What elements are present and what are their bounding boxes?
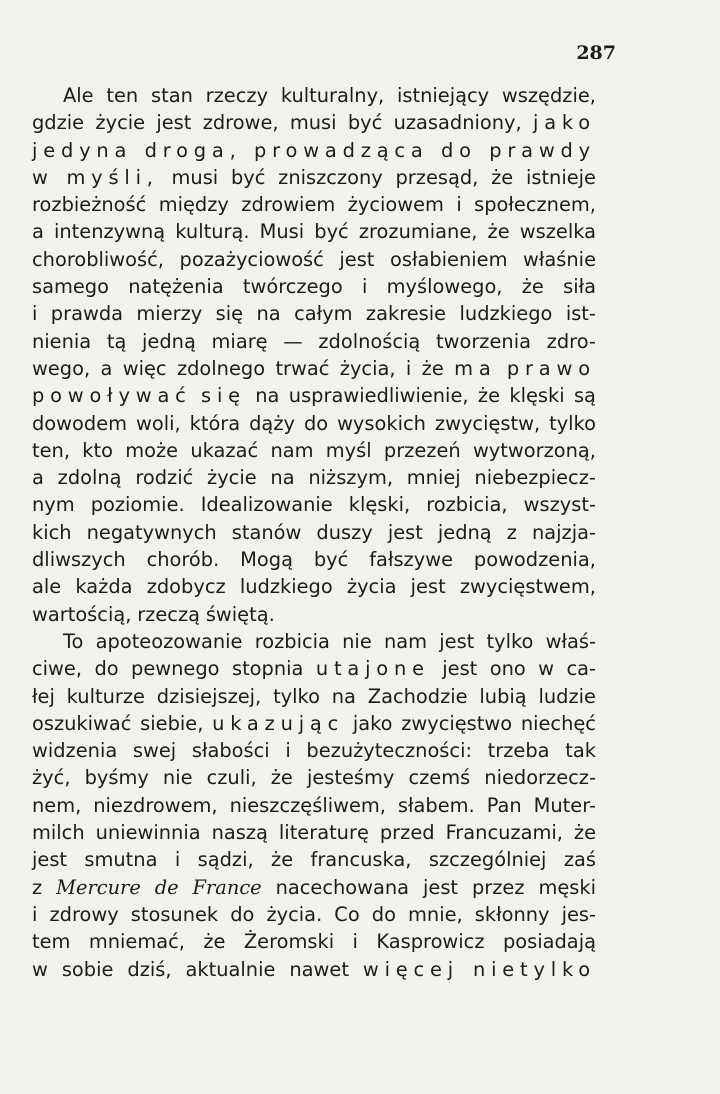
word: Idealizowanie [200,493,333,517]
word: ciwe, [32,657,83,681]
word: tem [32,930,71,954]
text-line [32,792,596,819]
word: być [314,220,349,244]
word: świętą. [205,602,275,626]
word: społecznem, [474,193,596,217]
text-line [32,683,596,710]
word: życie [207,466,257,490]
word: ten, [32,438,70,462]
word: zrozumiane, [358,220,478,244]
word: zakresie [365,302,447,326]
word: i [456,193,462,217]
word: na [255,384,280,408]
word: sądzi, [197,848,254,872]
word: łej [32,684,55,708]
word: dzisiejszej, [156,684,262,708]
spaced-word: prowadząca [254,138,429,162]
word: gdzie [32,111,85,135]
text-line [32,437,596,464]
word: mniemać, [88,930,185,954]
spaced-word: w [32,165,54,189]
word: trzeba [487,739,550,763]
word: i [361,275,368,299]
word: zdrowiem [241,193,336,217]
word: że [421,356,444,380]
word: nem, [32,793,82,817]
word: z [506,520,517,544]
word: rzeczą [137,602,201,626]
text-line [32,355,596,382]
word: że [270,766,293,790]
text-line [32,764,596,791]
italic-word: Mercure [56,875,141,899]
word: literaturę [278,821,369,845]
word: rzeczy [205,84,269,107]
word: ca- [566,657,596,681]
word: zdro- [546,329,596,353]
word: stan [150,84,193,107]
word: swej [132,739,177,763]
word: słabem. [397,793,475,817]
word: że [573,821,596,845]
word: jest [32,848,68,872]
word: — [283,329,303,353]
word: życie [95,111,146,135]
spaced-word: ukazując [212,711,345,735]
word: wytworzoną, [472,438,596,462]
word: widzenia [32,739,118,763]
word: że [521,275,544,299]
word: więc [122,356,167,380]
word: i [285,739,291,763]
spaced-word: prawdy [489,138,596,162]
word: jest [387,520,423,544]
word: właśnie [523,247,596,271]
text-line [32,273,596,300]
word: twórczego [242,275,343,299]
word: Mogą [240,548,293,572]
word: prawda [50,302,124,326]
text-line [32,710,596,737]
word: niebezpiecz- [474,466,596,490]
text-line [32,164,596,191]
word: tą [106,329,127,353]
word: właś- [545,629,596,653]
word: nym [32,493,75,517]
word: naszą [211,821,268,845]
word: zdrowe, [202,111,279,135]
word: rozbicia [254,629,330,653]
word: wysokich [337,411,426,435]
word: Co [334,902,360,926]
word: wego, [32,356,91,380]
text-line [32,601,596,628]
spaced-word: powoływać [32,384,192,408]
word: jes- [561,902,596,926]
word: ten [106,84,139,107]
word: jest [423,875,459,899]
spaced-word: prawo [506,356,596,380]
page-number: 287 [576,42,616,64]
word: najzja- [531,520,596,544]
word: klęski, [348,493,411,517]
word: dąży [249,411,295,435]
word: woli, [135,411,181,435]
word: która [189,411,241,435]
word: żyć, [32,766,71,790]
word: dziś, [127,957,172,981]
word: nie [342,629,372,653]
word: oszukiwać [32,711,132,735]
text-line [32,874,596,901]
text-line [32,328,596,355]
word: kulturalny, [280,84,385,107]
word: zdolną [57,466,122,490]
word: mierzy [136,302,203,326]
word: zaś [563,848,596,872]
word: na [256,302,281,326]
word: ukazać [190,438,259,462]
word: wszelka [519,220,596,244]
word: zwycięstwem, [459,575,596,599]
word: musi [171,165,219,189]
text-line [32,655,596,682]
word: jedną [437,520,492,544]
word: zdobycz [146,575,226,599]
spaced-word: się [201,384,246,408]
word: Francuzami, [445,821,563,845]
text-line [32,819,596,846]
word: siła [563,275,596,299]
word: duszy [316,520,373,544]
word: życia [346,575,397,599]
spaced-word: do [441,138,477,162]
word: z [32,875,43,899]
word: zwycięstwo [401,711,513,735]
text-line [32,246,596,273]
spaced-word: nietylko [472,957,596,981]
word: smutna [84,848,158,872]
text-line [32,410,596,437]
text-line [32,491,596,518]
word: poziomie. [90,493,185,517]
word: musi [289,111,337,135]
word: że [491,165,514,189]
word: że [487,220,510,244]
word: apoteozowanie [95,629,243,653]
word: życiowem [347,193,444,217]
word: osłabieniem [389,247,508,271]
word: Zachodzie [367,684,468,708]
text-line [32,928,596,955]
spaced-word: utajone [315,657,430,681]
word: każda [75,575,133,599]
spaced-word: myśli, [66,165,159,189]
word: życia. [266,902,323,926]
word: i [405,356,412,380]
word: jest [339,247,375,271]
word: i [32,902,38,926]
word: niezdrowem, [93,793,218,817]
word: ono [489,657,526,681]
word: chorób. [146,548,220,572]
word: jest [439,629,475,653]
word: pozażyciowość [179,247,324,271]
word: męski [538,875,596,899]
word: nie [162,766,193,790]
word: a [100,356,113,380]
word: Ale [63,84,94,107]
text-line [32,191,596,218]
word: milch [32,821,85,845]
word: niechęć [520,711,596,735]
word: jest [442,657,478,681]
text-line [32,218,596,245]
word: mniej [406,466,461,490]
word: czuli, [206,766,257,790]
word: na [270,466,295,490]
text-line [32,737,596,764]
word: i [32,302,38,326]
word: niższym, [308,466,394,490]
word: Musi [259,220,305,244]
word: przesąd, [395,165,479,189]
word: i [174,848,181,872]
word: tylko [273,684,320,708]
spaced-word: ma [454,356,497,380]
word: pewnego [131,657,220,681]
word: mnie, [408,902,463,926]
word: ludzie [538,684,596,708]
word: stosunek [130,902,219,926]
word: nacechowana [275,875,410,899]
word: klęski [509,384,565,408]
word: lubią [479,684,527,708]
word: rodzić [135,466,194,490]
word: a [32,220,44,244]
spaced-word: droga, [144,138,242,162]
word: kich [32,520,72,544]
word: rozbieżność [32,193,147,217]
text-line [32,573,596,600]
word: bezużyteczności: [306,739,472,763]
word: że [271,848,294,872]
word: jako [352,711,393,735]
word: jedną [142,329,196,353]
word: zdrowy [49,902,119,926]
word: chorobliwość, [32,247,164,271]
text-line [32,901,596,928]
word: wartością, [32,602,132,626]
text-line [32,628,596,655]
text-line [32,846,596,873]
word: natężenia [128,275,224,299]
text-line [32,109,596,136]
word: do [230,902,255,926]
word: nam [270,438,314,462]
word: uniewinnia [95,821,201,845]
word: Muter- [533,793,596,817]
word: ludzkiego [239,575,333,599]
text-line [32,382,596,409]
word: byśmy [84,766,149,790]
word: ist- [565,302,596,326]
word: nienia [32,329,92,353]
word: a [32,466,44,490]
word: samego [32,275,109,299]
word: tworzenia [436,329,531,353]
word: usprawiedliwienie, [288,384,469,408]
word: aktualnie [185,957,276,981]
word: rozbicia, [426,493,508,517]
word: dliwszych [32,548,126,572]
word: być [347,111,383,135]
italic-word: France [192,875,262,899]
word: myśl [325,438,372,462]
word: tylko [549,411,596,435]
word: całym [294,302,353,326]
spaced-word: jedyna [32,138,133,162]
word: posiadają [502,930,596,954]
text-line [32,464,596,491]
word: kto [82,438,113,462]
word: są [573,384,596,408]
word: wszędzie, [501,84,596,107]
word: stanów [231,520,302,544]
word: stopnia [231,657,304,681]
word: myślowego, [386,275,503,299]
italic-word: de [154,875,179,899]
spaced-word: jako [532,111,596,135]
word: przed [379,821,435,845]
word: przez [471,875,525,899]
word: jest [410,575,446,599]
word: że [477,384,500,408]
spaced-word: więcej [362,957,459,981]
word: Żeromski [243,930,335,954]
word: się [215,302,244,326]
text-line [32,300,596,327]
word: ludzkiego [459,302,553,326]
word: tak [565,739,596,763]
text-line [32,519,596,546]
word: do [303,411,329,435]
word: w [538,657,555,681]
word: że [203,930,226,954]
word: nawet [289,957,349,981]
text-line [32,137,596,164]
text-line [32,82,596,109]
word: fałszywe [369,548,453,572]
word: trwać [275,356,330,380]
word: istnieje [525,165,596,189]
word: zwycięstw, [434,411,541,435]
word: kulturą. [175,220,250,244]
word: nieszczęśliwem, [229,793,386,817]
word: jest [156,111,192,135]
word: zdolnego [176,356,266,380]
word: siebie, [140,711,204,735]
word: być [230,165,266,189]
text-line [32,546,596,573]
word: istniejący [397,84,490,107]
word: sobie [61,957,114,981]
word: życia, [339,356,396,380]
word: zdolnością [318,329,421,353]
word: jesteśmy [306,766,395,790]
word: powodzenia, [473,548,596,572]
body-text [32,82,596,983]
word: wszyst- [523,493,596,517]
word: może [125,438,179,462]
word: i [352,930,358,954]
word: w [32,957,48,981]
word: uzasadniony, [393,111,522,135]
word: Pan [486,793,522,817]
word: do [371,902,396,926]
word: skłonny [474,902,550,926]
text-line [32,956,596,983]
word: zniszczony [278,165,383,189]
word: dowodem [32,411,128,435]
word: To [63,629,84,653]
word: francuska, [310,848,412,872]
word: między [158,193,229,217]
word: kulturze [66,684,145,708]
word: niedorzecz- [484,766,596,790]
word: na [331,684,356,708]
word: Kasprowicz [376,930,485,954]
word: ale [32,575,62,599]
word: negatywnych [86,520,217,544]
word: nam [383,629,428,653]
word: szczególniej [428,848,547,872]
word: tylko [486,629,534,653]
word: słabości [191,739,270,763]
word: być [313,548,349,572]
word: do [94,657,119,681]
word: miarę [211,329,268,353]
word: czemś [408,766,471,790]
word: intenzywną [54,220,166,244]
word: przezeń [383,438,461,462]
